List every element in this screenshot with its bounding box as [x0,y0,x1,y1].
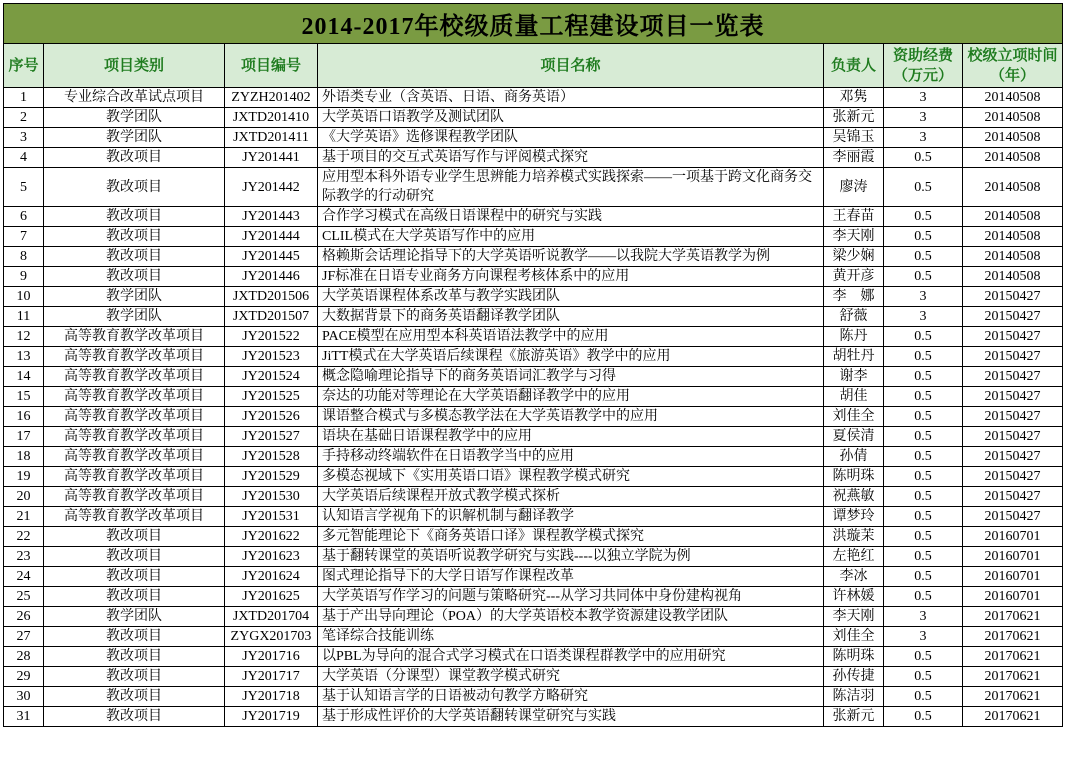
cell-date: 20150427 [963,287,1063,307]
table-row [4,667,1063,687]
col-header-category: 项目类别 [44,44,225,88]
title-row [4,4,1063,44]
cell-seq: 16 [4,407,44,427]
cell-date: 20160701 [963,587,1063,607]
cell-name: 奈达的功能对等理论在大学英语翻译教学中的应用 [318,387,824,407]
table-row [4,547,1063,567]
cell-date: 20150427 [963,407,1063,427]
cell-fund: 3 [884,108,963,128]
cell-category: 高等教育教学改革项目 [44,427,225,447]
table-row [4,607,1063,627]
cell-leader: 李天刚 [824,227,884,247]
cell-leader: 孙传捷 [824,667,884,687]
cell-seq: 5 [4,168,44,207]
cell-leader: 左艳红 [824,547,884,567]
cell-category: 教改项目 [44,587,225,607]
cell-name: 多元智能理论下《商务英语口译》课程教学模式探究 [318,527,824,547]
cell-category: 高等教育教学改革项目 [44,407,225,427]
cell-category: 教学团队 [44,607,225,627]
cell-date: 20150427 [963,387,1063,407]
cell-code: JY201531 [225,507,318,527]
table-row [4,148,1063,168]
cell-fund: 0.5 [884,507,963,527]
cell-leader: 李 娜 [824,287,884,307]
cell-category: 教学团队 [44,108,225,128]
table-row [4,647,1063,667]
cell-leader: 吴锦玉 [824,128,884,148]
cell-fund: 0.5 [884,587,963,607]
cell-leader: 谭梦玲 [824,507,884,527]
cell-code: JY201718 [225,687,318,707]
cell-date: 20140508 [963,148,1063,168]
cell-name: 基于翻转课堂的英语听说教学研究与实践----以独立学院为例 [318,547,824,567]
cell-name: 外语类专业（含英语、日语、商务英语） [318,88,824,108]
cell-name: 课语整合模式与多模态教学法在大学英语教学中的应用 [318,407,824,427]
cell-fund: 3 [884,307,963,327]
cell-leader: 李丽霞 [824,148,884,168]
cell-category: 高等教育教学改革项目 [44,447,225,467]
cell-leader: 张新元 [824,108,884,128]
cell-name: 大学英语（分课型）课堂教学模式研究 [318,667,824,687]
cell-code: JY201529 [225,467,318,487]
cell-code: JY201719 [225,707,318,727]
cell-seq: 28 [4,647,44,667]
cell-category: 教改项目 [44,627,225,647]
cell-category: 教改项目 [44,647,225,667]
cell-leader: 孙倩 [824,447,884,467]
cell-seq: 8 [4,247,44,267]
cell-name: 以PBL为导向的混合式学习模式在口语类课程群教学中的应用研究 [318,647,824,667]
col-header-fund: 资助经费（万元） [884,44,963,88]
cell-leader: 夏侯清 [824,427,884,447]
cell-leader: 李冰 [824,567,884,587]
projects-table [3,3,1063,727]
table-row [4,507,1063,527]
cell-category: 高等教育教学改革项目 [44,347,225,367]
cell-date: 20150427 [963,347,1063,367]
cell-code: JY201441 [225,148,318,168]
cell-name: 语块在基础日语课程教学中的应用 [318,427,824,447]
cell-name: 格赖斯会话理论指导下的大学英语听说教学——以我院大学英语教学为例 [318,247,824,267]
cell-category: 高等教育教学改革项目 [44,487,225,507]
cell-fund: 3 [884,128,963,148]
cell-name: 基于产出导向理论（POA）的大学英语校本教学资源建设教学团队 [318,607,824,627]
cell-fund: 0.5 [884,207,963,227]
cell-leader: 廖涛 [824,168,884,207]
cell-leader: 陈洁羽 [824,687,884,707]
table-row [4,427,1063,447]
cell-category: 教改项目 [44,168,225,207]
cell-seq: 13 [4,347,44,367]
cell-fund: 0.5 [884,527,963,547]
cell-leader: 黄开彦 [824,267,884,287]
cell-code: JY201446 [225,267,318,287]
cell-leader: 胡牡丹 [824,347,884,367]
cell-leader: 刘佳全 [824,627,884,647]
cell-fund: 0.5 [884,347,963,367]
cell-seq: 29 [4,667,44,687]
cell-seq: 6 [4,207,44,227]
cell-fund: 0.5 [884,387,963,407]
cell-date: 20150427 [963,327,1063,347]
cell-code: JY201624 [225,567,318,587]
cell-fund: 0.5 [884,567,963,587]
table-row [4,88,1063,108]
cell-code: JXTD201410 [225,108,318,128]
cell-category: 教学团队 [44,128,225,148]
cell-category: 教改项目 [44,687,225,707]
cell-category: 教改项目 [44,567,225,587]
cell-category: 教改项目 [44,707,225,727]
cell-name: 大学英语课程体系改革与教学实践团队 [318,287,824,307]
cell-date: 20140508 [963,128,1063,148]
cell-category: 高等教育教学改革项目 [44,467,225,487]
cell-date: 20140508 [963,267,1063,287]
cell-date: 20160701 [963,527,1063,547]
cell-fund: 0.5 [884,487,963,507]
cell-code: JY201525 [225,387,318,407]
cell-fund: 0.5 [884,168,963,207]
cell-code: JY201524 [225,367,318,387]
cell-seq: 1 [4,88,44,108]
col-header-code: 项目编号 [225,44,318,88]
table-row [4,387,1063,407]
cell-seq: 15 [4,387,44,407]
cell-leader: 洪璇茉 [824,527,884,547]
cell-date: 20170621 [963,687,1063,707]
cell-date: 20160701 [963,547,1063,567]
table-row [4,587,1063,607]
cell-seq: 26 [4,607,44,627]
cell-leader: 祝燕敏 [824,487,884,507]
cell-date: 20150427 [963,367,1063,387]
cell-name: JF标准在日语专业商务方向课程考核体系中的应用 [318,267,824,287]
cell-category: 教改项目 [44,247,225,267]
cell-code: JY201623 [225,547,318,567]
cell-fund: 0.5 [884,247,963,267]
cell-name: 图式理论指导下的大学日语写作课程改革 [318,567,824,587]
table-row [4,447,1063,467]
cell-date: 20150427 [963,427,1063,447]
cell-date: 20140508 [963,88,1063,108]
table-row [4,327,1063,347]
cell-seq: 20 [4,487,44,507]
cell-date: 20150427 [963,487,1063,507]
cell-seq: 14 [4,367,44,387]
cell-fund: 0.5 [884,327,963,347]
cell-seq: 27 [4,627,44,647]
cell-date: 20170621 [963,667,1063,687]
cell-category: 高等教育教学改革项目 [44,387,225,407]
table-row [4,407,1063,427]
cell-leader: 陈明珠 [824,647,884,667]
cell-seq: 12 [4,327,44,347]
table-row [4,567,1063,587]
cell-category: 高等教育教学改革项目 [44,507,225,527]
cell-fund: 0.5 [884,367,963,387]
cell-date: 20150427 [963,447,1063,467]
cell-name: JiTT模式在大学英语后续课程《旅游英语》教学中的应用 [318,347,824,367]
cell-name: 《大学英语》选修课程教学团队 [318,128,824,148]
cell-name: 大学英语后续课程开放式教学模式探析 [318,487,824,507]
cell-name: CLIL模式在大学英语写作中的应用 [318,227,824,247]
table-row [4,247,1063,267]
cell-leader: 谢李 [824,367,884,387]
cell-fund: 0.5 [884,467,963,487]
cell-date: 20140508 [963,207,1063,227]
table-row [4,207,1063,227]
cell-leader: 舒薇 [824,307,884,327]
cell-leader: 陈丹 [824,327,884,347]
cell-date: 20150427 [963,507,1063,527]
cell-name: 笔译综合技能训练 [318,627,824,647]
cell-fund: 0.5 [884,227,963,247]
cell-category: 教改项目 [44,667,225,687]
cell-leader: 李天刚 [824,607,884,627]
cell-seq: 22 [4,527,44,547]
cell-code: JXTD201704 [225,607,318,627]
cell-fund: 0.5 [884,447,963,467]
cell-date: 20170621 [963,627,1063,647]
cell-category: 高等教育教学改革项目 [44,327,225,347]
cell-fund: 0.5 [884,647,963,667]
cell-code: JY201622 [225,527,318,547]
cell-fund: 0.5 [884,427,963,447]
cell-date: 20170621 [963,647,1063,667]
cell-name: 大数据背景下的商务英语翻译教学团队 [318,307,824,327]
cell-seq: 18 [4,447,44,467]
table-row [4,128,1063,148]
cell-code: JY201442 [225,168,318,207]
cell-leader: 胡佳 [824,387,884,407]
table-row [4,467,1063,487]
cell-seq: 19 [4,467,44,487]
cell-category: 教改项目 [44,267,225,287]
col-header-leader: 负责人 [824,44,884,88]
cell-date: 20170621 [963,707,1063,727]
cell-seq: 17 [4,427,44,447]
table-body [4,88,1063,727]
cell-seq: 31 [4,707,44,727]
cell-fund: 0.5 [884,547,963,567]
cell-code: JY201444 [225,227,318,247]
table-row [4,487,1063,507]
cell-leader: 刘佳全 [824,407,884,427]
cell-seq: 4 [4,148,44,168]
cell-code: ZYZH201402 [225,88,318,108]
cell-code: JY201716 [225,647,318,667]
cell-name: 手持移动终端软件在日语教学当中的应用 [318,447,824,467]
col-header-name: 项目名称 [318,44,824,88]
cell-name: 多模态视域下《实用英语口语》课程教学模式研究 [318,467,824,487]
table-row [4,527,1063,547]
cell-seq: 2 [4,108,44,128]
cell-seq: 9 [4,267,44,287]
cell-code: JY201522 [225,327,318,347]
cell-category: 教改项目 [44,227,225,247]
cell-leader: 梁少娴 [824,247,884,267]
cell-seq: 11 [4,307,44,327]
cell-leader: 邓隽 [824,88,884,108]
cell-date: 20140508 [963,168,1063,207]
col-header-seq: 序号 [4,44,44,88]
cell-code: JY201527 [225,427,318,447]
cell-leader: 张新元 [824,707,884,727]
cell-date: 20140508 [963,227,1063,247]
cell-seq: 30 [4,687,44,707]
cell-date: 20160701 [963,567,1063,587]
cell-seq: 23 [4,547,44,567]
table-row [4,347,1063,367]
cell-category: 教改项目 [44,527,225,547]
cell-name: 大学英语写作学习的问题与策略研究---从学习共同体中身份建构视角 [318,587,824,607]
cell-fund: 3 [884,607,963,627]
table-row [4,367,1063,387]
table-row [4,227,1063,247]
cell-seq: 3 [4,128,44,148]
cell-category: 高等教育教学改革项目 [44,367,225,387]
cell-seq: 24 [4,567,44,587]
cell-code: JY201523 [225,347,318,367]
page-title: 2014-2017年校级质量工程建设项目一览表 [4,4,1063,44]
table-row [4,267,1063,287]
cell-code: JXTD201411 [225,128,318,148]
cell-fund: 3 [884,88,963,108]
cell-fund: 3 [884,627,963,647]
cell-leader: 许林媛 [824,587,884,607]
cell-name: 基于认知语言学的日语被动句教学方略研究 [318,687,824,707]
cell-date: 20150427 [963,467,1063,487]
cell-name: 大学英语口语教学及测试团队 [318,108,824,128]
cell-name: 合作学习模式在高级日语课程中的研究与实践 [318,207,824,227]
cell-code: JY201443 [225,207,318,227]
cell-name: PACE模型在应用型本科英语语法教学中的应用 [318,327,824,347]
cell-code: ZYGX201703 [225,627,318,647]
cell-name: 基于项目的交互式英语写作与评阅模式探究 [318,148,824,168]
cell-code: JXTD201506 [225,287,318,307]
cell-seq: 10 [4,287,44,307]
cell-fund: 0.5 [884,407,963,427]
table-row [4,627,1063,647]
cell-fund: 0.5 [884,267,963,287]
header-row [4,44,1063,88]
cell-date: 20150427 [963,307,1063,327]
cell-code: JY201528 [225,447,318,467]
cell-code: JXTD201507 [225,307,318,327]
cell-fund: 0.5 [884,687,963,707]
cell-name: 基于形成性评价的大学英语翻转课堂研究与实践 [318,707,824,727]
cell-leader: 陈明珠 [824,467,884,487]
cell-name: 认知语言学视角下的识解机制与翻译教学 [318,507,824,527]
cell-code: JY201530 [225,487,318,507]
table-row [4,108,1063,128]
cell-code: JY201717 [225,667,318,687]
table-row [4,307,1063,327]
cell-seq: 25 [4,587,44,607]
cell-date: 20140508 [963,108,1063,128]
cell-fund: 0.5 [884,148,963,168]
cell-category: 教改项目 [44,547,225,567]
cell-name: 应用型本科外语专业学生思辨能力培养模式实践探索——一项基于跨文化商务交际教学的行动研究 [318,168,824,207]
cell-category: 教学团队 [44,307,225,327]
cell-category: 教学团队 [44,287,225,307]
cell-category: 教改项目 [44,207,225,227]
cell-code: JY201625 [225,587,318,607]
cell-date: 20170621 [963,607,1063,627]
cell-seq: 7 [4,227,44,247]
cell-leader: 王春苗 [824,207,884,227]
table-row [4,168,1063,207]
col-header-date: 校级立项时间（年） [963,44,1063,88]
cell-code: JY201445 [225,247,318,267]
cell-seq: 21 [4,507,44,527]
table-row [4,707,1063,727]
cell-fund: 0.5 [884,667,963,687]
cell-code: JY201526 [225,407,318,427]
table-row [4,687,1063,707]
cell-fund: 3 [884,287,963,307]
cell-category: 教改项目 [44,148,225,168]
cell-category: 专业综合改革试点项目 [44,88,225,108]
cell-date: 20140508 [963,247,1063,267]
table-row [4,287,1063,307]
cell-fund: 0.5 [884,707,963,727]
cell-name: 概念隐喻理论指导下的商务英语词汇教学与习得 [318,367,824,387]
